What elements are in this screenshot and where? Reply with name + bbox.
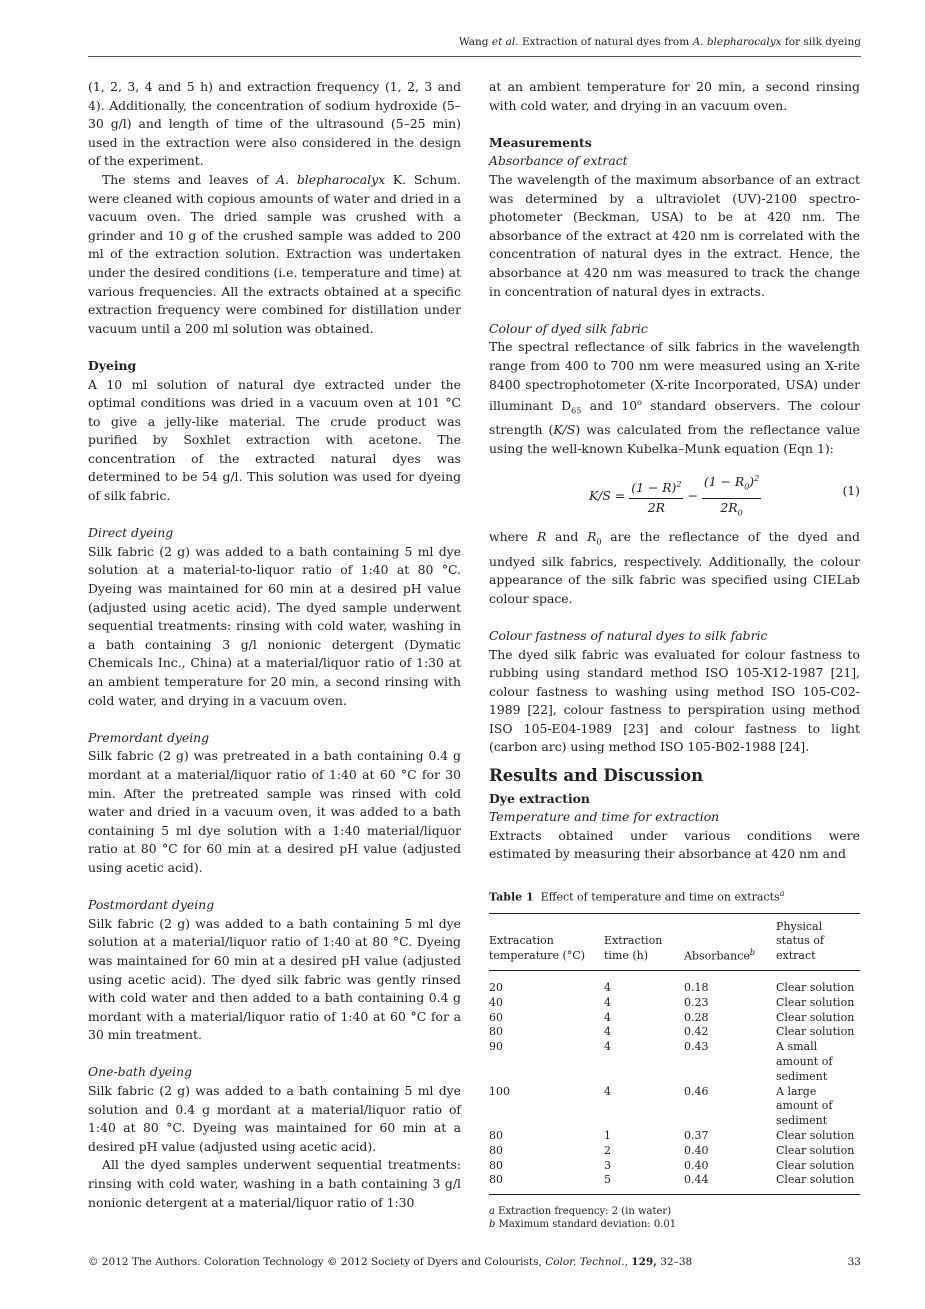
- table-cell: Clear solution: [776, 1173, 855, 1187]
- paragraph: The stems and leaves of A. blepharocalyx K. Schum. were cleaned with copious amounts of water and dried in a vacuum oven. The dried sample was crushed with a grinder and 10 g of the crushed sample was added to 200 ml of the extraction solution. Extraction was undertaken under the desired conditions (i.e. temperature and time) at various frequencies. All the extracts obtained at a specific extraction frequency were combined for distillation under vacuum until a 200 ml solution was obtained.: [88, 171, 461, 336]
- subsection-heading: Direct dyeing: [88, 525, 174, 541]
- table-cell: 80: [489, 1025, 503, 1039]
- paragraph: The dyed silk fabric was evaluated for colour fastness to rubbing using standard method ISO 105-X12-1987 [21], colour fastness to washing using method ISO 105-C02-1989 [22], colour fastness to perspiration using method ISO 105-E04-1989 [23] and colour fastness to light (carbon arc) using method ISO 105-B02-1988 [24].: [489, 646, 860, 755]
- equation-number: (1): [842, 483, 860, 499]
- paragraph: The wavelength of the maximum absorbance of an extract was determined by a ultraviolet (UV)-2100 spectro-photometer (Beckman, USA) to be at 420 nm. The absorbance of the extract at 420 nm is correlated with the concentration of natural dyes in the extract. Hence, the absorbance at 420 nm was measured to track the change in concentration of natural dyes in extracts.: [489, 171, 860, 299]
- table-cell: 0.37: [684, 1129, 709, 1143]
- table-cell: 0.40: [684, 1158, 709, 1172]
- subsection-heading: Colour fastness of natural dyes to silk fabric: [489, 627, 768, 643]
- table-cell: 40: [489, 995, 503, 1009]
- table-footnote: a Extraction frequency: 2 (in water): [489, 1206, 672, 1218]
- section-heading: Dye extraction: [489, 790, 590, 806]
- table-row: [489, 1085, 860, 1129]
- table-header: Absorbance$^b$: [684, 947, 755, 963]
- subsection-heading: One-bath dyeing: [88, 1064, 193, 1080]
- subsection-heading: Postmordant dyeing: [88, 897, 215, 913]
- table-row: [489, 1159, 860, 1174]
- table-cell: A large amount of sediment: [776, 1084, 833, 1128]
- paragraph: at an ambient temperature for 20 min, a second rinsing with cold water, and drying in an vacuum oven.: [489, 79, 860, 113]
- table-cell: 2: [604, 1143, 611, 1157]
- right-column: [489, 78, 860, 1231]
- subsection-heading: Absorbance of extract: [489, 153, 628, 169]
- table-cell: 100: [489, 1084, 510, 1098]
- table-row: [489, 1129, 860, 1144]
- section-heading-large: Results and Discussion: [489, 766, 704, 786]
- table-cell: 0.42: [684, 1025, 709, 1039]
- table-cell: Clear solution: [776, 1129, 855, 1143]
- table-cell: 60: [489, 1010, 503, 1024]
- subsection-heading: Colour of dyed silk fabric: [489, 320, 648, 336]
- table-header: Extracation temperature (°C): [489, 934, 585, 963]
- table-cell: 1: [604, 1129, 611, 1143]
- paragraph: A 10 ml solution of natural dye extracted under the optimal conditions was dried in a vacuum oven at 101 °C to give a jelly-like material. The crude product was purified by Soxhlet extraction with acetone. The concentration of the extracted natural dyes was determined to be 54 g/l. This solution was used for dyeing of silk fabric.: [88, 376, 461, 504]
- paragraph: Extracts obtained under various conditions were estimated by measuring their absorbance at 420 nm and: [489, 827, 860, 862]
- paragraph: Silk fabric (2 g) was added to a bath containing 5 ml dye solution at a material-to-liquor ratio of 1:40 at 80 °C. Dyeing was maintained for 60 min at a desired pH value (adjusted using acetic acid). The dyed sample underwent sequential treatments: rinsing with cold water, washing in a bath containing 3 g/l nonionic detergent (Dymatic Chemicals Inc., China) at a material/liquor ratio of 1:30 at an ambient temperature for 20 min, a second rinsing with cold water, and drying in a vacuum oven.: [88, 543, 461, 708]
- paragraph: The spectral reflectance of silk fabrics in the wavelength range from 400 to 700 nm were measured using an X-rite 8400 spectrophotometer (X-rite Incorporated, USA) under illuminant $D_{65}$ and 10$^o$ standard observers. The colour strength (K/S) was calculated from the reflectance value using the well-known Kubelka–Munk equation (Eqn 1):: [489, 339, 860, 456]
- table-cell: Clear solution: [776, 1010, 855, 1024]
- table-cell: 0.28: [684, 1010, 709, 1024]
- table-cell: 4: [604, 1025, 611, 1039]
- page-footer: © 2012 The Authors. Coloration Technology © 2012 Society of Dyers and Colourists, Color. Technol., 129, 32–38 33: [88, 1256, 861, 1268]
- subsection-heading: Premordant dyeing: [88, 729, 210, 745]
- table-row: [489, 1144, 860, 1159]
- table-cell: 4: [604, 1010, 611, 1024]
- left-column: [88, 78, 461, 1212]
- paragraph: Silk fabric (2 g) was added to a bath containing 5 ml dye solution and 0.4 g mordant at a material/liquor ratio of 1:40 at 80 °C. Dyeing was maintained for 60 min at a desired pH value (adjusted using acetic acid).: [88, 1083, 461, 1154]
- section-heading: Measurements: [489, 134, 592, 150]
- table-cell: 4: [604, 1040, 611, 1054]
- equation-kubelka-munk: K/S = $\frac{(1 - R)^2}{2R}$ − $\frac{(1 - R_0)^2}{2R_0}$ (1): [489, 466, 860, 524]
- section-heading: Dyeing: [88, 357, 137, 373]
- table-footnote: b Maximum standard deviation: 0.01: [489, 1219, 677, 1231]
- paragraph: (1, 2, 3, 4 and 5 h) and extraction frequency (1, 2, 3 and 4). Additionally, the concentration of sodium hydroxide (5–30 g/l) and length of time of the ultrasound (5–25 min) used in the extraction were also considered in the design of the experiment.: [88, 79, 461, 169]
- table-caption: Table 1 Effect of temperature and time on extracts$^a$: [489, 889, 785, 904]
- table-cell: A small amount of sediment: [776, 1040, 833, 1083]
- table-cell: 4: [604, 995, 611, 1009]
- paragraph: Silk fabric (2 g) was pretreated in a bath containing 0.4 g mordant at a material/liquor ratio of 1:40 at 60 °C for 30 min. After the pretreated sample was rinsed with cold water and dried in a vacuum oven, it was added to a bath containing 5 ml dye solution with a 1:40 material/liquor ratio at 80 °C for 60 min at a desired pH value (adjusted using acetic acid).: [88, 748, 461, 875]
- table-cell: 90: [489, 1040, 503, 1054]
- table-1: [489, 913, 860, 1196]
- table-cell: 80: [489, 1129, 503, 1143]
- table-cell: 3: [604, 1158, 611, 1172]
- table-cell: 5: [604, 1173, 611, 1187]
- table-row: [489, 971, 860, 996]
- page-number: 33: [847, 1256, 861, 1268]
- table-header: Physical status of extract: [776, 919, 824, 963]
- table-cell: Clear solution: [776, 1158, 855, 1172]
- subsection-heading: Temperature and time for extraction: [489, 809, 720, 825]
- table-cell: 0.44: [684, 1173, 709, 1187]
- table-cell: Clear solution: [776, 995, 855, 1009]
- table-cell: 0.23: [684, 995, 709, 1009]
- table-cell: 80: [489, 1173, 503, 1187]
- table-cell: Clear solution: [776, 981, 855, 995]
- table-cell: 0.18: [684, 981, 709, 995]
- table-row: [489, 1040, 860, 1084]
- table-header: Extraction time (h): [604, 934, 663, 963]
- table-cell: 20: [489, 981, 503, 995]
- table-cell: 0.43: [684, 1040, 709, 1054]
- table-cell: Clear solution: [776, 1025, 855, 1039]
- table-cell: Clear solution: [776, 1143, 855, 1157]
- running-head: Wang et al. Extraction of natural dyes from A. blepharocalyx for silk dyeing: [88, 36, 861, 57]
- table-row: [489, 1173, 860, 1194]
- paragraph: Silk fabric (2 g) was added to a bath containing 5 ml dye solution at a material/liquor ratio of 1:40 at 80 °C. Dyeing was maintained for 60 min at a desired pH value (adjusted using acetic acid). The dyed silk fabric was gently rinsed with cold water and then added to a bath containing 0.4 g mordant with a material/liquor ratio of 1:40 at 60 °C for a 30 min treatment.: [88, 915, 461, 1043]
- table-cell: 80: [489, 1143, 503, 1157]
- table-row: [489, 1025, 860, 1040]
- table-cell: 4: [604, 981, 611, 995]
- table-cell: 0.46: [684, 1084, 709, 1098]
- table-cell: 4: [604, 1084, 611, 1098]
- paragraph: All the dyed samples underwent sequential treatments: rinsing with cold water, washing in a bath containing 3 g/l nonionic detergent at a material/liquor ratio of 1:30: [88, 1157, 461, 1210]
- paragraph: where R and $R_0$ are the reflectance of the dyed and undyed silk fabrics, respectively. Additionally, the colour appearance of the silk fabric was specified using CIELab colour space.: [489, 529, 860, 606]
- table-row: [489, 996, 860, 1011]
- table-cell: 80: [489, 1158, 503, 1172]
- table-cell: 0.40: [684, 1143, 709, 1157]
- table-row: [489, 1011, 860, 1026]
